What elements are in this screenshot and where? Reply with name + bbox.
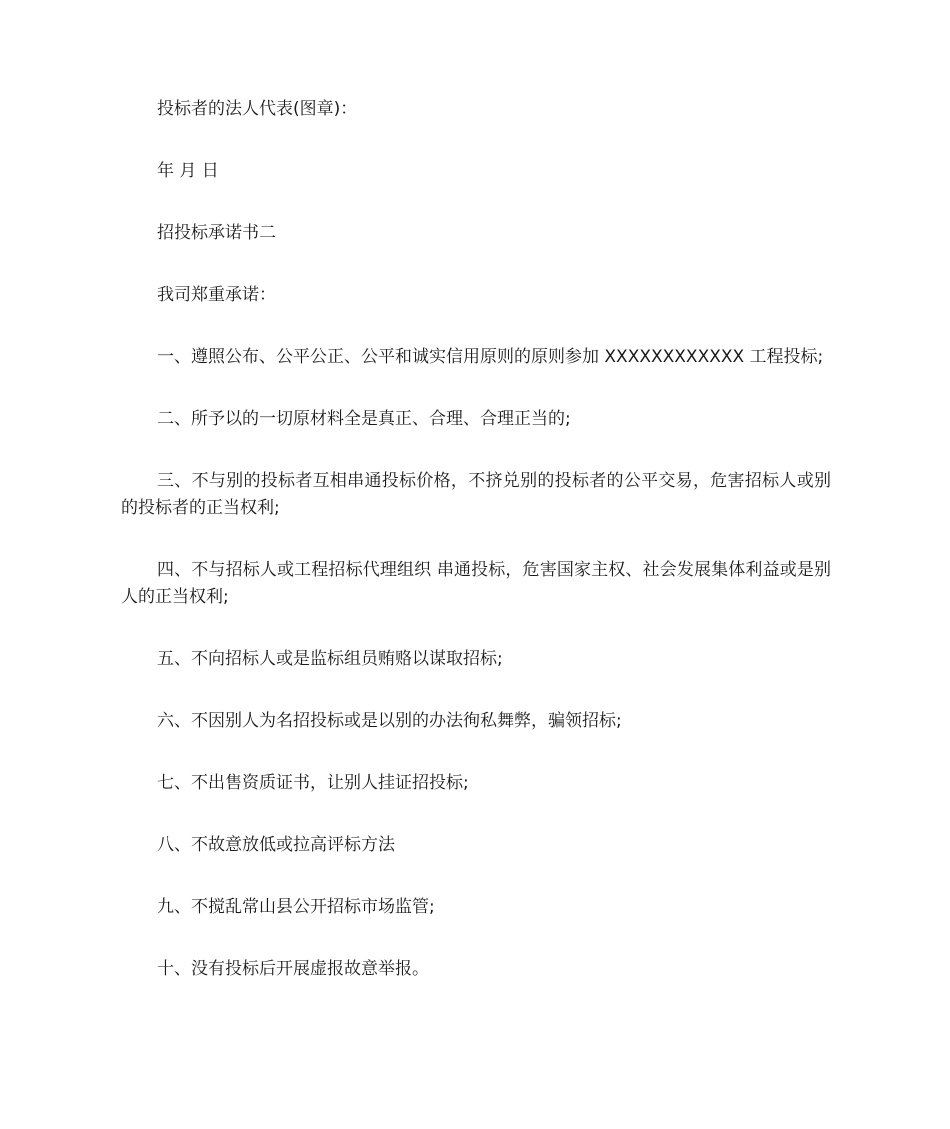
commitment-item-3: 三、不与别的投标者互相串通投标价格，不挤兑别的投标者的公平交易，危害招标人或别的投标者的正当权利;	[121, 471, 831, 518]
commitment-item-7: 七、不出售资质证书，让别人挂证招投标;	[157, 773, 469, 793]
commitment-item-1: 一、遵照公布、公平公正、公平和诚实信用原则的原则参加 XXXXXXXXXXXX 工程投标;	[157, 347, 824, 367]
document-body	[121, 96, 831, 1018]
commitment-item-8: 八、不故意放低或拉高评标方法	[157, 835, 395, 855]
commitment-item-2: 二、所予以的一切原材料全是真正、合理、合理正当的;	[157, 409, 571, 429]
section-title: 招投标承诺书二	[157, 223, 276, 243]
commitment-item-6: 六、不因别人为名招投标或是以别的办法徇私舞弊，骗领招标;	[157, 711, 622, 731]
date-line: 年 月 日	[157, 161, 219, 181]
commitment-item-10: 十、没有投标后开展虚报故意举报。	[157, 959, 429, 979]
signature-line: 投标者的法人代表(图章)：	[157, 99, 358, 119]
commitment-item-5: 五、不向招标人或是监标组员贿赂以谋取招标;	[157, 649, 503, 669]
commitment-intro: 我司郑重承诺：	[157, 285, 276, 305]
commitment-item-4: 四、不与招标人或工程招标代理组织 串通投标，危害国家主权、社会发展集体利益或是别人的正当权利;	[121, 560, 831, 607]
commitment-item-9: 九、不搅乱常山县公开招标市场监管;	[157, 897, 435, 917]
